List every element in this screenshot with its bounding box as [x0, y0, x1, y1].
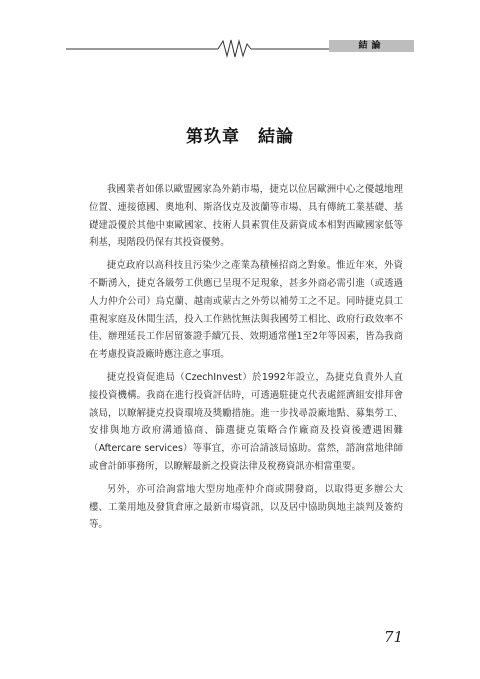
page-number: 71 — [384, 628, 404, 646]
running-header — [66, 36, 414, 60]
paragraph: 另外，亦可洽詢當地大型房地產仲介商或開發商，以取得更多辦公大樓、工業用地及發貨倉庫之最新市場資訊，以及居中協助與地主談判及簽約等。 — [89, 483, 403, 531]
paragraph: 捷克政府以高科技且污染少之產業為積極招商之對象。惟近年來，外資不斷湧入，捷克各級勞工供應已呈現不足現象，甚多外商必需引進（或透過人力仲介公司）烏克蘭、越南或蒙古之外勞以補勞工之不足。同時捷克員工重視家庭及休閒生活，投入工作熱忱無法與我國勞工相比、政府行政效率不佳、辦理延長工作居留簽證手續冗長、效期通常僅1至2年等因素，皆為我商在考慮投資設廠時應注意之事項。 — [89, 260, 403, 361]
section-label: 結論 — [358, 41, 385, 51]
section-tab — [329, 40, 414, 52]
body-text — [89, 181, 403, 539]
chapter-title: 第玖章 結論 — [186, 127, 294, 147]
paragraph: 捷克投資促進局（CzechInvest）於1992年設立，為捷克負責外人直接投資機構。我商在進行投資評估時，可透過駐捷克代表處經濟組安排拜會該局，以瞭解捷克投資環境及獎勵措施。進一步找尋設廠地點、募集勞工、安排與地方政府溝通協商、篩選捷克策略合作廠商及投資後遭遇困難（Aftercare services）等事宜，亦可洽請該局協助。當然，諮詢當地律師或會計師事務所，以瞭解最新之投資法律及稅務資訊亦相當重要。 — [89, 371, 403, 472]
paragraph: 我國業者如係以歐盟國家為外銷市場，捷克以位居歐洲中心之優越地理位置、連接德國、奧地利、斯洛伐克及波蘭等市場、具有傳統工業基礎、基礎建設優於其他中東歐國家、技術人員素質佳及薪資成本相對西歐國家低等利基，現階段仍保有其投資優勢。 — [89, 184, 403, 249]
